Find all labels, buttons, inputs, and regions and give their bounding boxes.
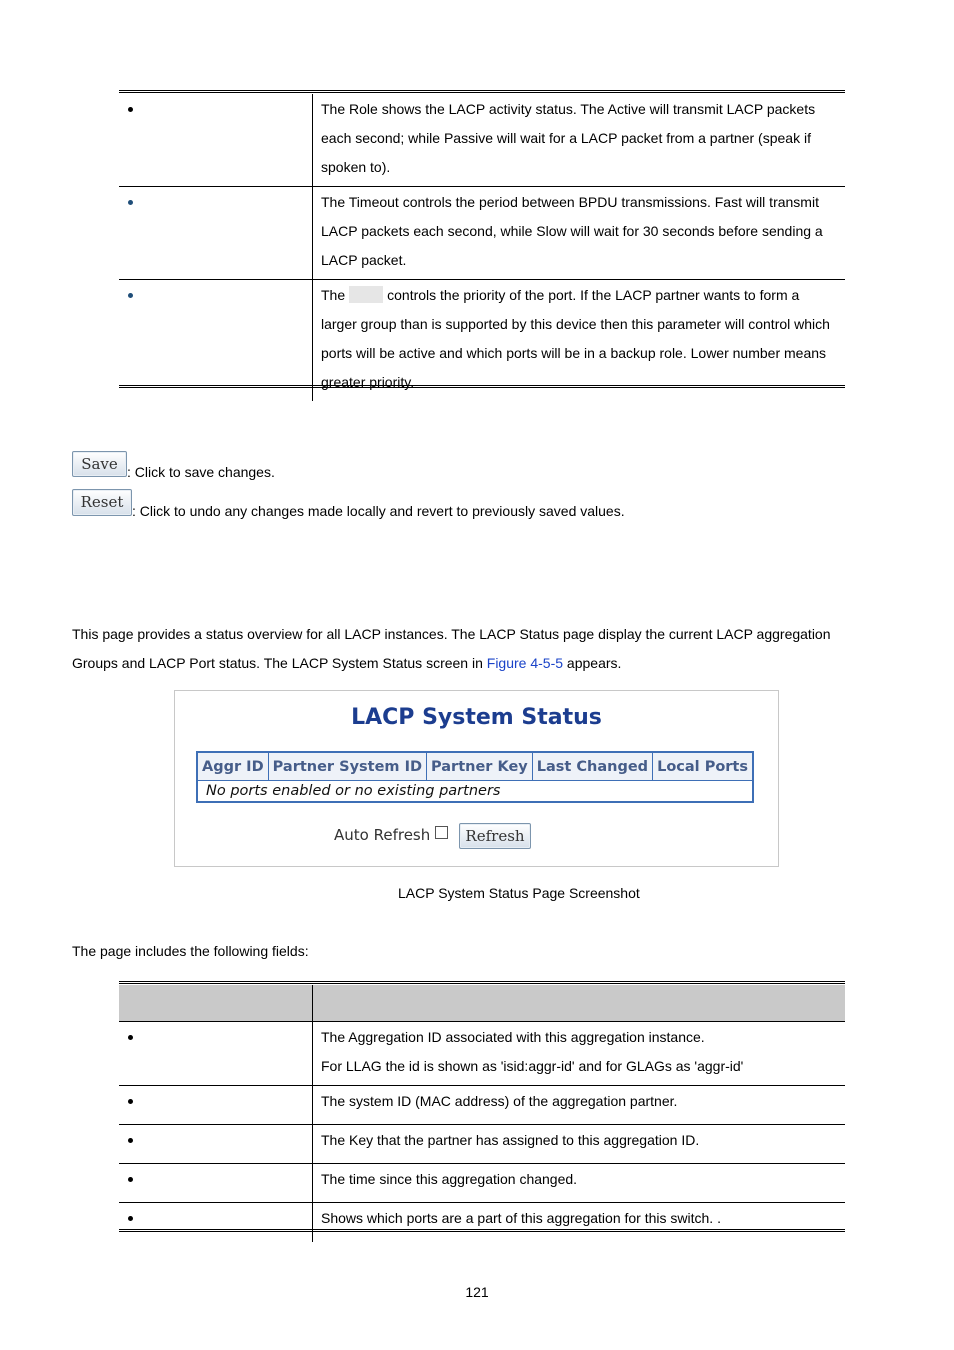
bullet-icon (128, 1035, 133, 1040)
intro-paragraph: This page provides a status overview for all LACP instances. The LACP Status page display the current LACP aggregation Groups and LACP Port status. The LACP System Status screen in Figure 4-5-5 appears. (72, 626, 831, 671)
row-description: The system ID (MAC address) of the aggregation partner. (313, 1086, 846, 1125)
refresh-button[interactable]: Refresh (459, 823, 531, 849)
save-description: : Click to save changes. (127, 464, 275, 480)
figure-caption: LACP System Status Page Screenshot (398, 885, 640, 901)
table-row (197, 781, 753, 803)
table-bottom-rule (119, 385, 845, 388)
table-row (119, 1086, 845, 1125)
bullet-icon (128, 200, 133, 205)
page-number: 121 (465, 1284, 489, 1300)
row-description: The Key that the partner has assigned to this aggregation ID. (313, 1125, 846, 1164)
table-row (119, 1164, 845, 1203)
table-top-rule (119, 981, 845, 984)
figure-link[interactable]: Figure 4-5-5 (486, 655, 564, 671)
screenshot-title: LACP System Status (351, 705, 602, 730)
table-row (119, 187, 845, 280)
table-row (119, 1022, 845, 1086)
fields-intro: The page includes the following fields: (72, 943, 309, 959)
empty-message: No ports enabled or no existing partners (206, 783, 501, 799)
table-row (119, 1203, 845, 1242)
table-header-row (119, 985, 845, 1022)
table-row (119, 1125, 845, 1164)
auto-refresh-checkbox[interactable] (435, 826, 448, 839)
bullet-icon (128, 1099, 133, 1104)
row-description: The controls the priority of the port. If the LACP partner wants to form a larger group than is supported by this device then this parameter will control which ports will be active and which ports will be in a backup role. Lower number means greater priority. (313, 280, 846, 402)
table-row (119, 280, 845, 402)
table-header-row (197, 752, 753, 781)
bullet-icon (128, 1216, 133, 1221)
row-description: Shows which ports are a part of this aggregation for this switch. . (313, 1203, 846, 1242)
row-description: The time since this aggregation changed. (313, 1164, 846, 1203)
auto-refresh-label: Auto Refresh (334, 826, 431, 844)
table-top-rule (119, 90, 845, 93)
top-param-table (119, 94, 845, 401)
row-description: The Aggregation ID associated with this aggregation instance. For LLAG the id is shown as 'isid:aggr-id' and for GLAGs as 'aggr-id' (313, 1022, 846, 1086)
col-partner-system-id: Partner System ID (268, 752, 426, 781)
row-description: The Timeout controls the period between BPDU transmissions. Fast will transmit LACP packets each second, while Slow will wait for 30 seconds before sending a LACP packet. (313, 187, 846, 280)
reset-description: : Click to undo any changes made locally and revert to previously saved values. (132, 503, 625, 519)
bullet-icon (128, 107, 133, 112)
redacted-term (349, 286, 383, 303)
save-button[interactable]: Save (72, 451, 127, 477)
bullet-icon (128, 1177, 133, 1182)
col-partner-key: Partner Key (427, 752, 533, 781)
fields-table (119, 985, 845, 1242)
table-bottom-rule (119, 1229, 845, 1232)
col-aggr-id: Aggr ID (197, 752, 268, 781)
bullet-icon (128, 293, 133, 298)
col-local-ports: Local Ports (653, 752, 753, 781)
table-row (119, 94, 845, 187)
reset-button[interactable]: Reset (72, 489, 132, 516)
lacp-status-table (196, 751, 754, 803)
col-last-changed: Last Changed (532, 752, 652, 781)
bullet-icon (128, 1138, 133, 1143)
row-description: The Role shows the LACP activity status. The Active will transmit LACP packets each second; while Passive will wait for a LACP packet from a partner (speak if spoken to). (321, 101, 816, 175)
lacp-status-screenshot (174, 690, 779, 867)
